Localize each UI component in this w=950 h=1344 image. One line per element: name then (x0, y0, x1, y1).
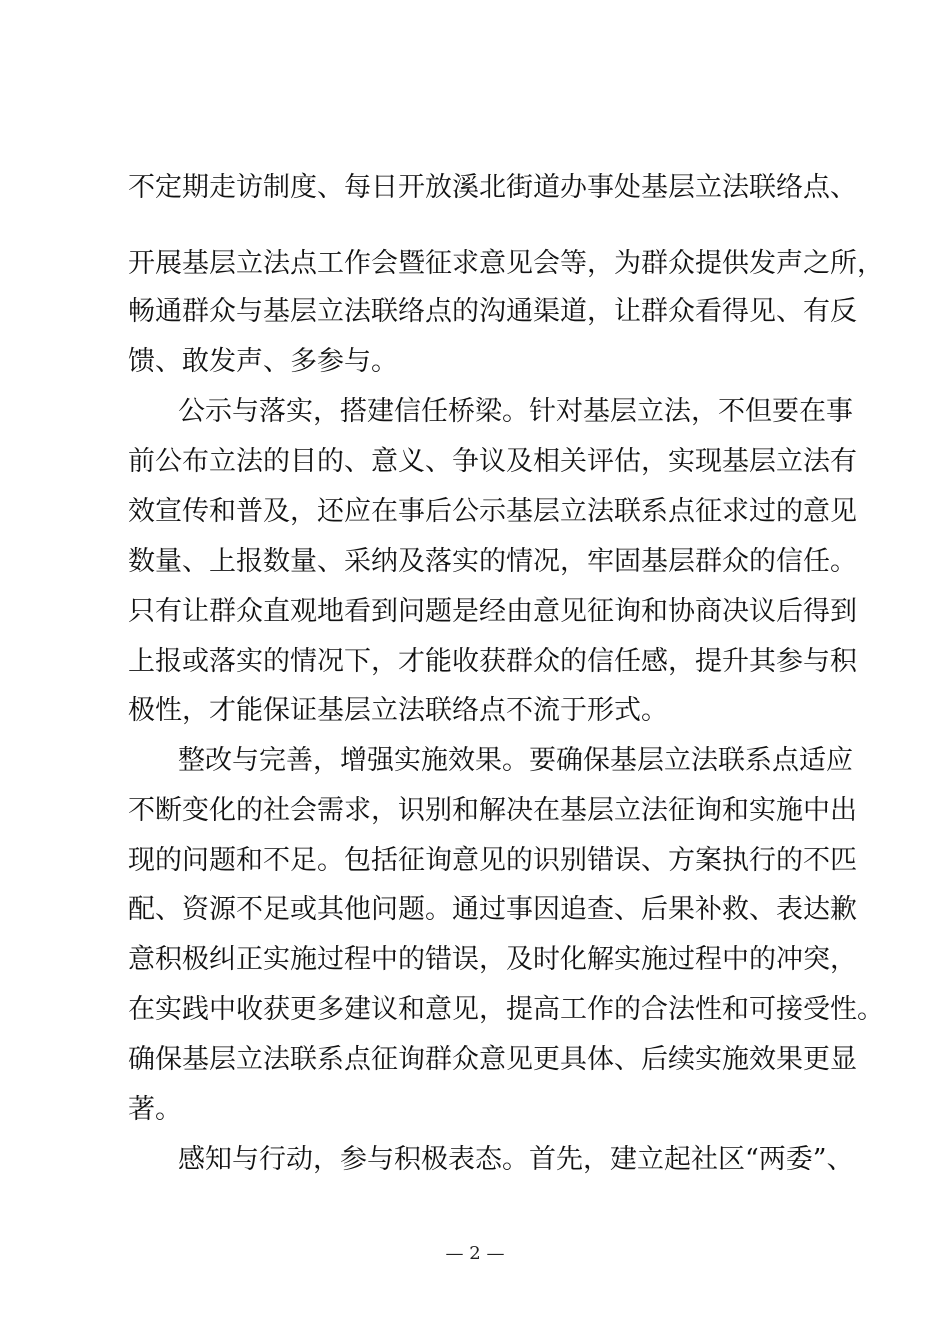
text-line: 著。 (128, 1094, 182, 1125)
paragraph-heading-line: 感知与行动，参与积极表态。首先，建立起社区“两委”、 (178, 1144, 854, 1175)
text-line: 不定期走访制度、每日开放溪北街道办事处基层立法联络点、 (128, 172, 857, 203)
text-line: 效宣传和普及，还应在事后公示基层立法联系点征求过的意见 (128, 496, 857, 527)
text-line: 不断变化的社会需求，识别和解决在基层立法征询和实施中出 (128, 795, 857, 826)
text-line: 意积极纠正实施过程中的错误，及时化解实施过程中的冲突， (128, 944, 857, 975)
text-line: 开展基层立法点工作会暨征求意见会等，为群众提供发声之所， (128, 248, 884, 279)
text-line: 数量、上报数量、采纳及落实的情况，牢固基层群众的信任。 (128, 546, 857, 577)
text-line: 确保基层立法联系点征询群众意见更具体、后续实施效果更显 (128, 1044, 857, 1075)
text-line: 现的问题和不足。包括征询意见的识别错误、方案执行的不匹 (128, 845, 857, 876)
text-line: 畅通群众与基层立法联络点的沟通渠道，让群众看得见、有反 (128, 296, 857, 327)
text-line: 馈、敢发声、多参与。 (128, 346, 398, 377)
text-line: 配、资源不足或其他问题。通过事因追查、后果补救、表达歉 (128, 894, 857, 925)
text-line: 只有让群众直观地看到问题是经由意见征询和协商决议后得到 (128, 596, 857, 627)
paragraph-heading-line: 整改与完善，增强实施效果。要确保基层立法联系点适应 (178, 745, 853, 776)
text-line: 上报或落实的情况下，才能收获群众的信任感，提升其参与积 (128, 646, 857, 677)
text-line: 在实践中收获更多建议和意见，提高工作的合法性和可接受性。 (128, 994, 884, 1025)
page-number: — 2 — (445, 1243, 505, 1264)
text-line: 极性，才能保证基层立法联络点不流于形式。 (128, 695, 668, 726)
paragraph-heading-line: 公示与落实，搭建信任桥梁。针对基层立法，不但要在事 (178, 396, 853, 427)
text-line: 前公布立法的目的、意义、争议及相关评估，实现基层立法有 (128, 446, 857, 477)
